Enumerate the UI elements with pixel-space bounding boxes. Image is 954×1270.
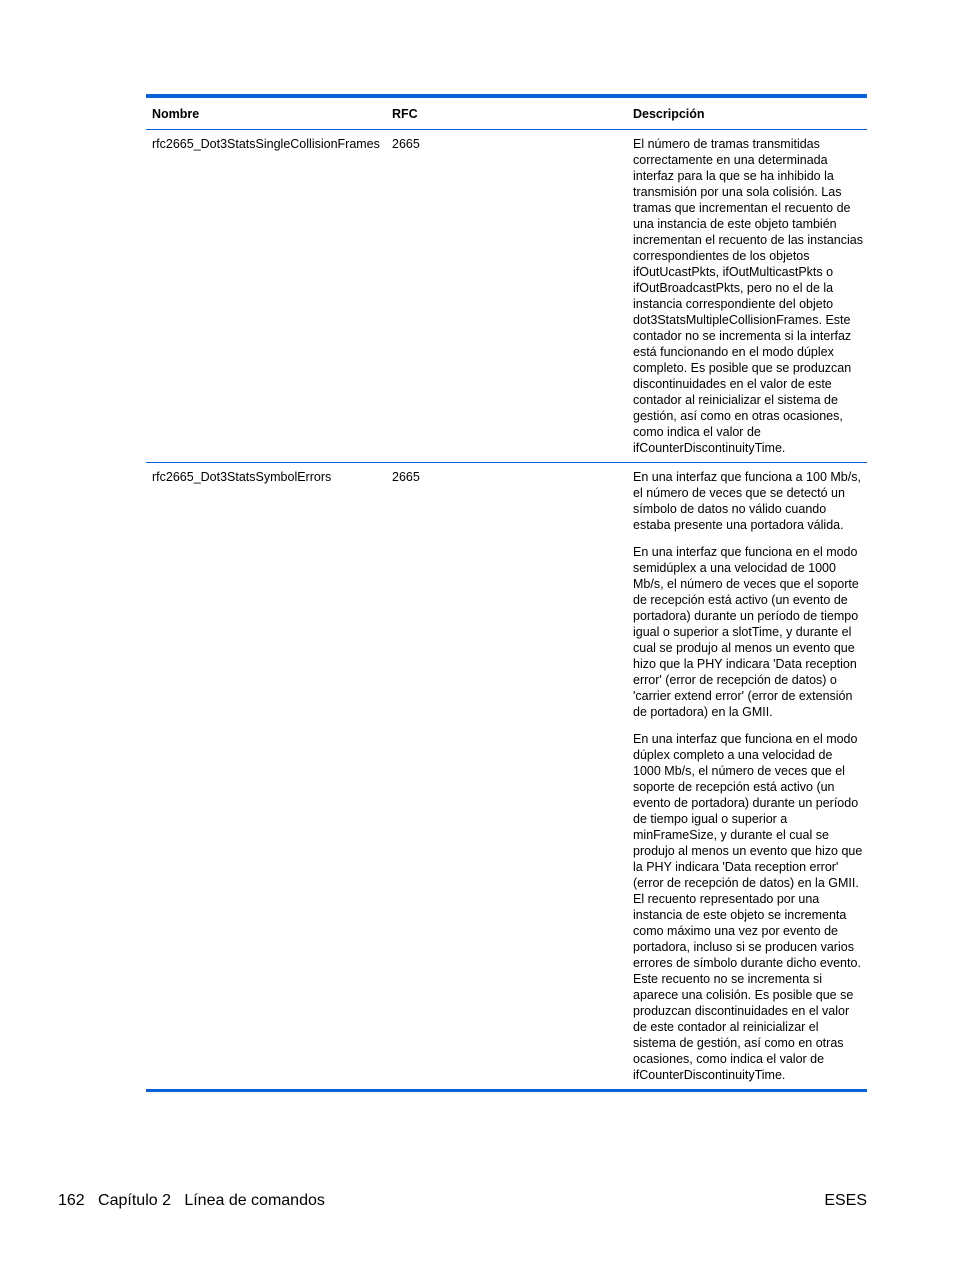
parameters-table (146, 94, 867, 1092)
header-rfc: RFC (392, 106, 418, 121)
locale-code: ESES (824, 1192, 867, 1209)
footer-left (58, 1192, 325, 1210)
row-rfc: 2665 (392, 137, 420, 151)
row-description (627, 463, 867, 1089)
description-paragraph: En una interfaz que funciona en el modo semidúplex a una velocidad de 1000 Mb/s, el número de veces que el soporte de recepción está activo (un evento de portadora) durante un período de tiempo igual o superior a slotTime, y durante el cual se produjo al menos un evento que hizo que la PHY indicara 'Data reception error' (error de recepción de datos) o 'carrier extend error' (error de extensión de portadora) en la GMII. (633, 545, 859, 719)
header-description: Descripción (633, 106, 705, 121)
page-footer (58, 1192, 867, 1210)
description-paragraph: En una interfaz que funciona a 100 Mb/s, el número de veces que se detectó un símbolo de datos no válido cuando estaba presente una portadora válida. (633, 470, 861, 532)
table-row (146, 463, 867, 1089)
row-name-text: rfc2665_Dot3StatsSingleCollisionFrames (152, 137, 380, 151)
row-description (627, 130, 867, 462)
table-row (146, 130, 867, 463)
section-title: Línea de comandos (184, 1192, 325, 1209)
row-rfc: 2665 (392, 470, 420, 484)
page-number: 162 (58, 1192, 85, 1209)
header-name: Nombre (152, 106, 200, 121)
row-name (146, 463, 386, 1089)
table-header-row (146, 98, 867, 130)
table-bottom-rule (146, 1089, 867, 1092)
row-name-text: rfc2665_Dot3StatsSymbolErrors (152, 470, 332, 484)
chapter-label: Capítulo 2 (98, 1192, 171, 1209)
description-paragraph: El número de tramas transmitidas correctamente en una determinada interfaz para la que se ha inhibido la transmisión por una sola colisión. Las tramas que incrementan el recuento de una instancia de este objeto también incrementan el recuento de las instancias correspondientes de los objetos ifOutUcastPkts, ifOutMulticastPkts o ifOutBroadcastPkts, pero no el de la instancia correspondiente del objeto dot3StatsMultipleCollisionFrames. Este contador no se incrementa si la interfaz está funcionando en el modo dúplex completo. Es posible que se produzcan discontinuidades en el valor de este contador al reinicializar el sistema de gestión, así como en otras ocasiones, como indica el valor de ifCounterDiscontinuityTime. (633, 137, 863, 455)
row-name (146, 130, 386, 462)
description-paragraph: En una interfaz que funciona en el modo dúplex completo a una velocidad de 1000 Mb/s, el número de veces que el soporte de recepción está activo (un evento de portadora) durante un período de tiempo igual o superior a minFrameSize, y durante el cual se produjo al menos un evento que hizo que la PHY indicara 'Data reception error' (error de recepción de datos) en la GMII. El recuento representado por una instancia de este objeto se incrementa como máximo una vez por evento de portadora, incluso si se producen varios errores de símbolo durante dicho evento. Este recuento no se incrementa si aparece una colisión. Es posible que se produzcan discontinuidades en el valor de este contador al reinicializar el sistema de gestión, así como en otras ocasiones, como indica el valor de ifCounterDiscontinuityTime. (633, 732, 863, 1082)
